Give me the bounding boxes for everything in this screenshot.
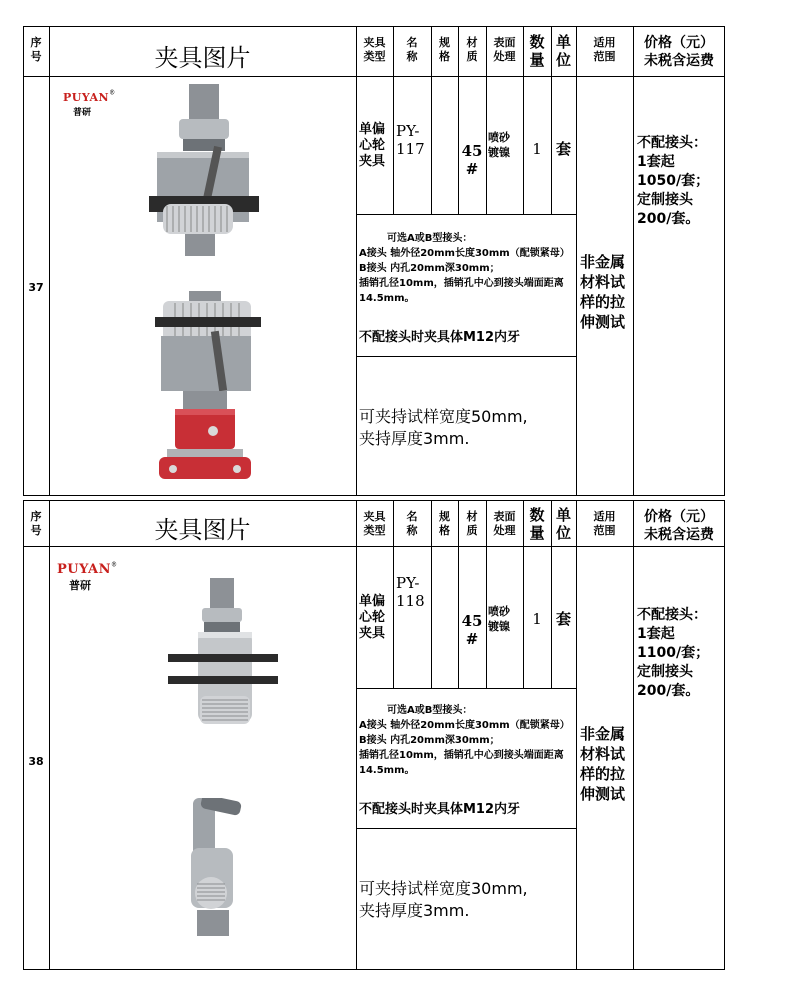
header-material: 材 质	[466, 36, 478, 63]
brand-logo: PUYAN® 普研	[63, 89, 116, 118]
item-surface: 喷砂 镀镍	[488, 131, 510, 159]
joint-options: 可选A或B型接头： A接头 轴外径20mm长度30mm（配锁紧母） B接头 内孔20mm深30mm； 插销孔径10mm，插销孔中心到接头端面距离14.5mm。	[359, 233, 570, 304]
header-unit: 单 位	[555, 33, 571, 69]
clamp-spec: 可夹持试样宽度50mm, 夹持厚度3mm.	[359, 407, 528, 448]
joint-options: 可选A或B型接头： A接头 轴外径20mm长度30mm（配锁紧母） B接头 内孔20mm深30mm； 插销孔径10mm，插销孔中心到接头端面距离14.5mm。	[359, 705, 570, 776]
item-material: 45 #	[461, 142, 483, 178]
header-no: 序 号	[30, 36, 42, 63]
product-block-38	[23, 500, 725, 970]
fixture-image-bottom	[153, 291, 263, 491]
item-scope: 非金属 材料试 样的拉 伸测试	[580, 725, 626, 803]
header-type: 夹具 类型	[363, 36, 386, 63]
header-image: 夹具图片	[154, 516, 251, 544]
brand-logo: PUYAN® 普研	[57, 561, 118, 592]
header-price: 价格（元） 未税含运费	[644, 35, 714, 69]
header-no: 序 号	[30, 510, 42, 537]
item-type: 单偏 心轮 夹具	[359, 122, 386, 169]
item-price: 不配接头： 1套起 1050/套； 定制接头 200/套。	[637, 135, 710, 227]
item-unit: 套	[555, 610, 571, 628]
fixture-image-bottom	[181, 798, 261, 938]
item-name: PY- 118	[396, 574, 425, 610]
item-qty: 1	[532, 140, 542, 158]
item-price: 不配接头： 1套起 1100/套； 定制接头 200/套。	[637, 607, 710, 699]
item-unit: 套	[555, 140, 571, 158]
no-joint-note: 不配接头时夹具体M12内牙	[359, 330, 521, 345]
header-name: 名 称	[406, 510, 418, 537]
item-no: 38	[28, 755, 44, 768]
fixture-image-top	[168, 578, 278, 738]
header-spec: 规 格	[439, 36, 450, 63]
header-surface: 表面 处理	[493, 510, 516, 537]
header-unit: 单 位	[555, 506, 571, 542]
item-type: 单偏 心轮 夹具	[359, 594, 386, 641]
item-material: 45 #	[461, 612, 483, 648]
header-material: 材 质	[466, 510, 478, 537]
item-qty: 1	[532, 610, 542, 628]
header-qty: 数 量	[529, 33, 545, 69]
product-block-37	[23, 26, 725, 496]
header-type: 夹具 类型	[363, 510, 386, 537]
header-surface: 表面 处理	[493, 36, 516, 63]
item-no: 37	[28, 281, 44, 294]
clamp-spec: 可夹持试样宽度30mm, 夹持厚度3mm.	[359, 879, 528, 920]
item-scope: 非金属 材料试 样的拉 伸测试	[580, 253, 626, 331]
header-qty: 数 量	[529, 506, 545, 542]
header-name: 名 称	[406, 36, 418, 63]
header-scope: 适用 范围	[593, 36, 616, 63]
header-price: 价格（元） 未税含运费	[644, 509, 714, 543]
item-surface: 喷砂 镀镍	[488, 605, 510, 633]
fixture-image-top	[149, 84, 259, 259]
no-joint-note: 不配接头时夹具体M12内牙	[359, 802, 521, 817]
item-name: PY- 117	[396, 122, 425, 158]
header-spec: 规 格	[439, 510, 450, 537]
header-image: 夹具图片	[154, 44, 251, 72]
header-scope: 适用 范围	[593, 510, 616, 537]
